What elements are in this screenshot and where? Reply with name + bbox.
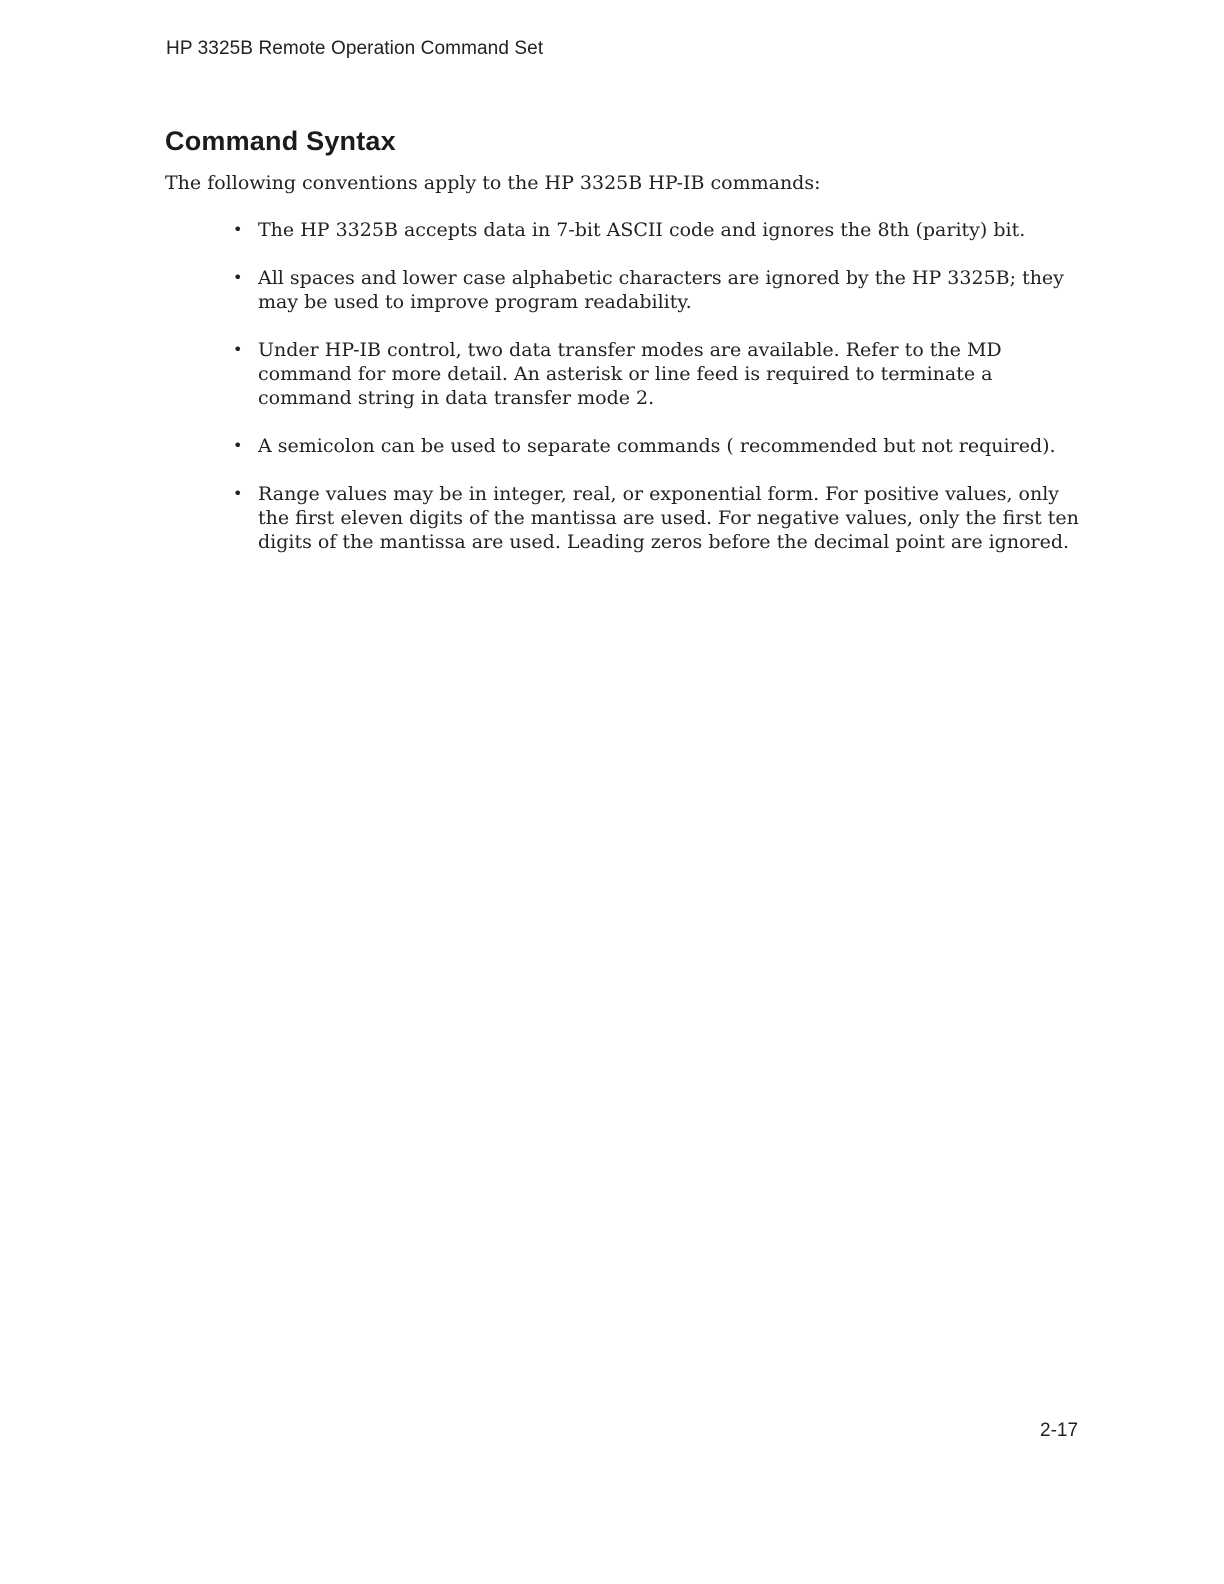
list-item — [230, 482, 1080, 554]
list-item-text: All spaces and lower case alphabetic characters are ignored by the HP 3325B; they may be used to improve program readability. — [258, 267, 1064, 313]
bullet-icon: • — [233, 484, 243, 503]
bullet-icon: • — [233, 220, 243, 239]
page-number: 2-17 — [1040, 1420, 1079, 1441]
list-item — [230, 338, 1080, 410]
list-item-text: A semicolon can be used to separate commands ( recommended but not required). — [258, 435, 1056, 457]
intro-paragraph: The following conventions apply to the HP 3325B HP-IB commands: — [165, 172, 821, 194]
section-title: Command Syntax — [165, 126, 396, 156]
list-item-text: Range values may be in integer, real, or exponential form. For positive values, only the first eleven digits of the mantissa are used. For negative values, only the first ten digits of the mantissa are used. Leading zeros before the decimal point are ignored. — [258, 483, 1079, 553]
list-item — [230, 218, 1080, 242]
bullet-icon: • — [233, 268, 243, 287]
list-item-text: The HP 3325B accepts data in 7-bit ASCII code and ignores the 8th (parity) bit. — [258, 219, 1026, 241]
list-item-text: Under HP-IB control, two data transfer modes are available. Refer to the MD command for more detail. An asterisk or line feed is required to terminate a command string in data transfer mode 2. — [258, 339, 1002, 409]
running-header: HP 3325B Remote Operation Command Set — [166, 38, 544, 59]
list-item — [230, 434, 1080, 458]
bullet-icon: • — [233, 436, 243, 455]
conventions-list — [230, 218, 1080, 578]
bullet-icon: • — [233, 340, 243, 359]
list-item — [230, 266, 1080, 314]
